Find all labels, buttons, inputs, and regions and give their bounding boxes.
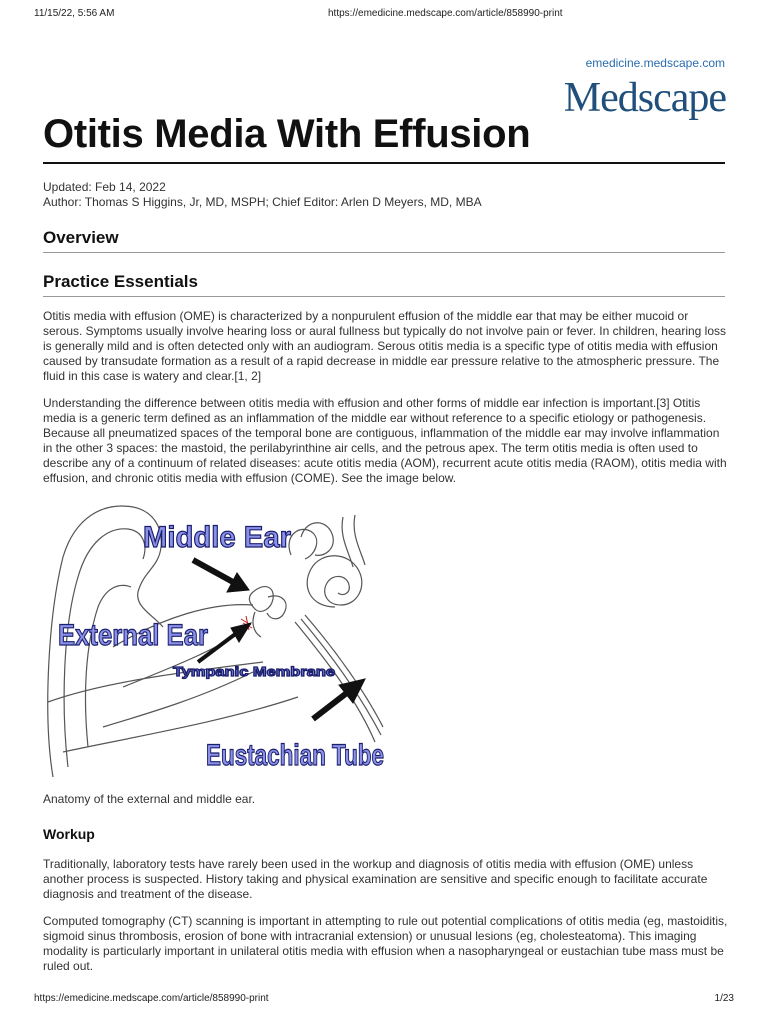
section-heading-overview: Overview [43, 228, 119, 247]
updated-date: Updated: Feb 14, 2022 [43, 180, 166, 194]
section-heading-workup: Workup [43, 826, 95, 842]
paragraph-workup-lab-tests: Traditionally, laboratory tests have rarely been used in the workup and diagnosis of otitis media with effusion (OME) unless another process is suspected. History taking and physical examination are sensitive and specific enough to facilitate accurate diagnosis and treatment of the disease. [43, 857, 708, 901]
label-middle-ear: Middle Ear [143, 521, 292, 554]
title-divider [43, 162, 725, 164]
paragraph-workup-ct: Computed tomography (CT) scanning is important in attempting to rule out potential complications of otitis media (eg, mastoiditis, sigmoid sinus thrombosis, erosion of bone with intracranial extension) or unusual lesions (eg, cholesteatoma). This imaging modality is particularly important in unilateral otitis media with effusion when a nasopharyngeal or eustachian tube mass must be ruled out. [43, 914, 728, 973]
print-header [0, 0, 768, 30]
section-divider [43, 252, 725, 253]
page-title: Otitis Media With Effusion [43, 112, 531, 156]
figure-caption: Anatomy of the external and middle ear. [43, 792, 256, 806]
section-heading-practice-essentials: Practice Essentials [43, 272, 198, 291]
ear-anatomy-figure[interactable] [43, 497, 383, 782]
page-number: 1/23 [714, 993, 734, 1004]
author-line: Author: Thomas S Higgins, Jr, MD, MSPH; Chief Editor: Arlen D Meyers, MD, MBA [43, 195, 482, 209]
print-url: https://emedicine.medscape.com/article/858990-print [328, 8, 563, 19]
print-datetime: 11/15/22, 5:56 AM [34, 8, 115, 19]
source-link[interactable]: emedicine.medscape.com [585, 56, 725, 70]
label-tympanic-membrane: Tympanic Membrane [173, 664, 335, 679]
label-external-ear: External Ear [58, 619, 209, 652]
ear-anatomy-illustration [43, 497, 383, 782]
article-meta [43, 180, 482, 210]
label-eustachian-tube: Eustachian Tube [206, 739, 384, 772]
medscape-logo: Medscape [563, 75, 726, 121]
paragraph-ome-definition: Otitis media with effusion (OME) is characterized by a nonpurulent effusion of the middle ear that may be either mucoid or serous. Symptoms usually involve hearing loss or aural fullness but typically do not involve pain or fever. In children, hearing loss is generally mild and is often detected only with an audiogram. Serous otitis media is a specific type of otitis media with effusion caused by transudate formation as a result of a rapid decrease in middle ear pressure relative to the atmospheric pressure. The fluid in this case is watery and clear.[1, 2] [43, 309, 727, 383]
paragraph-otitis-media-types: Understanding the difference between otitis media with effusion and other forms of middle ear infection is important.[3] Otitis media is a generic term defined as an inflammation of the middle ear without reference to a specific etiology or pathogenesis. Because all pneumatized spaces of the temporal bone are contiguous, inflammation of the middle ear may involve inflammation in the other 3 spaces: the mastoid, the perilabyrinthine air cells, and the petrous apex. The term otitis media is often used to describe any of a continuum of related diseases: acute otitis media (AOM), recurrent acute otitis media (RAOM), otitis media with effusion, and chronic otitis media with effusion (COME). See the image below. [43, 396, 727, 485]
footer-url: https://emedicine.medscape.com/article/858990-print [34, 993, 269, 1004]
section-divider [43, 296, 725, 297]
